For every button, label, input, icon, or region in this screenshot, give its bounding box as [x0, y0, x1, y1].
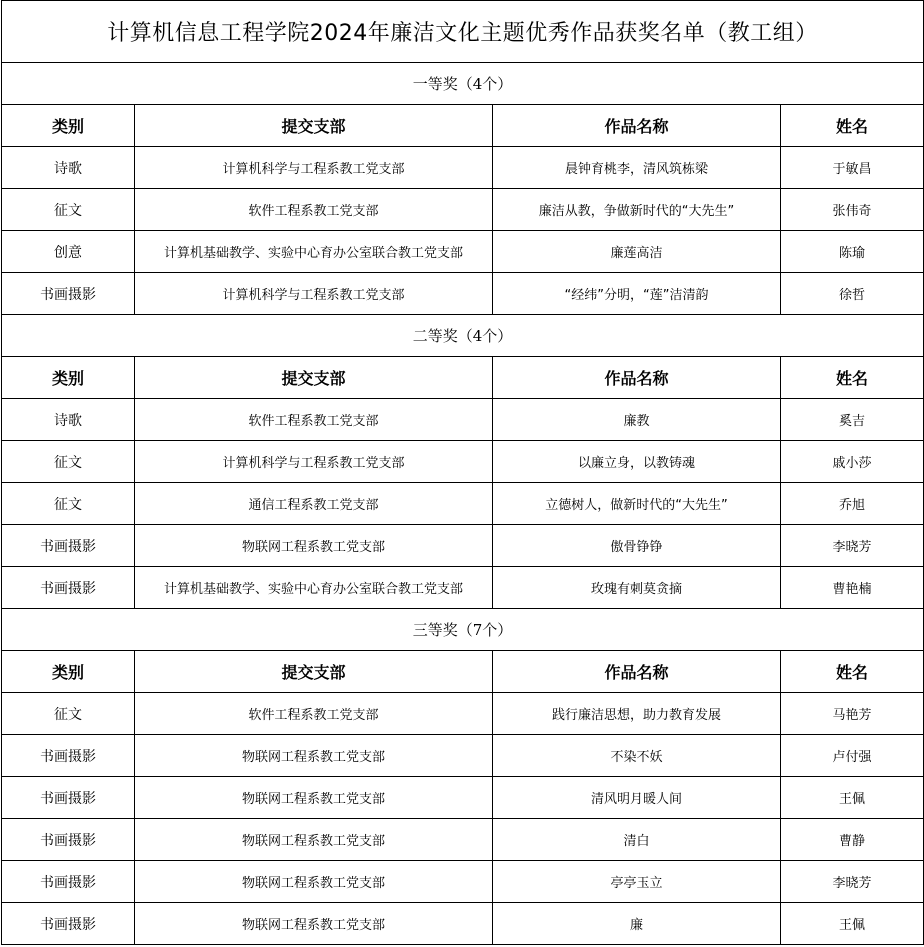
cell-work-title: 立德树人，做新时代的“大先生” [493, 483, 781, 525]
cell-department: 计算机科学与工程系教工党支部 [135, 441, 493, 483]
column-header-name: 姓名 [781, 357, 924, 399]
table-row [2, 861, 924, 903]
cell-work-title: 不染不妖 [493, 735, 781, 777]
table-row [2, 441, 924, 483]
section-heading-row [2, 315, 924, 357]
cell-department: 软件工程系教工党支部 [135, 693, 493, 735]
cell-category: 书画摄影 [2, 903, 135, 945]
cell-department: 物联网工程系教工党支部 [135, 819, 493, 861]
column-header-row [2, 651, 924, 693]
column-header-category: 类别 [2, 357, 135, 399]
cell-category: 征文 [2, 189, 135, 231]
section-second-prize: 二等奖（4个） [2, 315, 924, 357]
section-third-prize: 三等奖（7个） [2, 609, 924, 651]
cell-category: 创意 [2, 231, 135, 273]
table-row [2, 231, 924, 273]
section-heading-row [2, 609, 924, 651]
section-heading-row [2, 63, 924, 105]
table-row [2, 777, 924, 819]
cell-work-title: 以廉立身，以教铸魂 [493, 441, 781, 483]
column-header-name: 姓名 [781, 651, 924, 693]
cell-category: 征文 [2, 483, 135, 525]
cell-department: 物联网工程系教工党支部 [135, 735, 493, 777]
cell-department: 通信工程系教工党支部 [135, 483, 493, 525]
cell-category: 诗歌 [2, 147, 135, 189]
cell-department: 计算机科学与工程系教工党支部 [135, 147, 493, 189]
cell-category: 征文 [2, 441, 135, 483]
column-header-department: 提交支部 [135, 357, 493, 399]
column-header-department: 提交支部 [135, 105, 493, 147]
cell-name: 戚小莎 [781, 441, 924, 483]
cell-category: 书画摄影 [2, 777, 135, 819]
cell-department: 计算机基础教学、实验中心育办公室联合教工党支部 [135, 567, 493, 609]
cell-work-title: 践行廉洁思想，助力教育发展 [493, 693, 781, 735]
cell-name: 卢付强 [781, 735, 924, 777]
cell-department: 物联网工程系教工党支部 [135, 525, 493, 567]
column-header-department: 提交支部 [135, 651, 493, 693]
cell-work-title: 廉教 [493, 399, 781, 441]
cell-work-title: 清风明月暖人间 [493, 777, 781, 819]
table-row [2, 567, 924, 609]
award-table-body [2, 1, 924, 945]
cell-name: 曹静 [781, 819, 924, 861]
cell-category: 书画摄影 [2, 819, 135, 861]
cell-category: 书画摄影 [2, 525, 135, 567]
column-header-category: 类别 [2, 105, 135, 147]
cell-work-title: “经纬”分明，“莲”洁清韵 [493, 273, 781, 315]
cell-work-title: 廉 [493, 903, 781, 945]
column-header-work-title: 作品名称 [493, 651, 781, 693]
cell-category: 征文 [2, 693, 135, 735]
cell-name: 徐哲 [781, 273, 924, 315]
section-first-prize: 一等奖（4个） [2, 63, 924, 105]
cell-work-title: 廉莲高洁 [493, 231, 781, 273]
column-header-row [2, 357, 924, 399]
table-row [2, 735, 924, 777]
table-row [2, 903, 924, 945]
cell-department: 物联网工程系教工党支部 [135, 861, 493, 903]
table-row [2, 525, 924, 567]
cell-department: 物联网工程系教工党支部 [135, 777, 493, 819]
title-row [2, 1, 924, 63]
table-row [2, 399, 924, 441]
column-header-name: 姓名 [781, 105, 924, 147]
cell-category: 书画摄影 [2, 567, 135, 609]
cell-name: 王佩 [781, 777, 924, 819]
cell-name: 李晓芳 [781, 861, 924, 903]
cell-department: 软件工程系教工党支部 [135, 189, 493, 231]
cell-name: 张伟奇 [781, 189, 924, 231]
cell-category: 诗歌 [2, 399, 135, 441]
column-header-category: 类别 [2, 651, 135, 693]
cell-work-title: 廉洁从教，争做新时代的“大先生” [493, 189, 781, 231]
cell-work-title: 傲骨铮铮 [493, 525, 781, 567]
cell-name: 王佩 [781, 903, 924, 945]
column-header-work-title: 作品名称 [493, 105, 781, 147]
cell-category: 书画摄影 [2, 861, 135, 903]
cell-name: 李晓芳 [781, 525, 924, 567]
cell-work-title: 晨钟育桃李，清风筑栋梁 [493, 147, 781, 189]
cell-department: 计算机科学与工程系教工党支部 [135, 273, 493, 315]
cell-work-title: 清白 [493, 819, 781, 861]
cell-department: 软件工程系教工党支部 [135, 399, 493, 441]
column-header-work-title: 作品名称 [493, 357, 781, 399]
page-title: 计算机信息工程学院2024年廉洁文化主题优秀作品获奖名单（教工组） [2, 1, 924, 63]
cell-work-title: 玫瑰有刺莫贪摘 [493, 567, 781, 609]
cell-department: 计算机基础教学、实验中心育办公室联合教工党支部 [135, 231, 493, 273]
table-row [2, 693, 924, 735]
table-row [2, 483, 924, 525]
cell-name: 曹艳楠 [781, 567, 924, 609]
table-row [2, 273, 924, 315]
cell-name: 马艳芳 [781, 693, 924, 735]
column-header-row [2, 105, 924, 147]
cell-work-title: 亭亭玉立 [493, 861, 781, 903]
table-row [2, 147, 924, 189]
cell-name: 于敏昌 [781, 147, 924, 189]
award-list-table [1, 0, 924, 945]
cell-category: 书画摄影 [2, 735, 135, 777]
cell-category: 书画摄影 [2, 273, 135, 315]
cell-name: 奚吉 [781, 399, 924, 441]
table-row [2, 819, 924, 861]
cell-name: 乔旭 [781, 483, 924, 525]
table-row [2, 189, 924, 231]
cell-department: 物联网工程系教工党支部 [135, 903, 493, 945]
cell-name: 陈瑜 [781, 231, 924, 273]
